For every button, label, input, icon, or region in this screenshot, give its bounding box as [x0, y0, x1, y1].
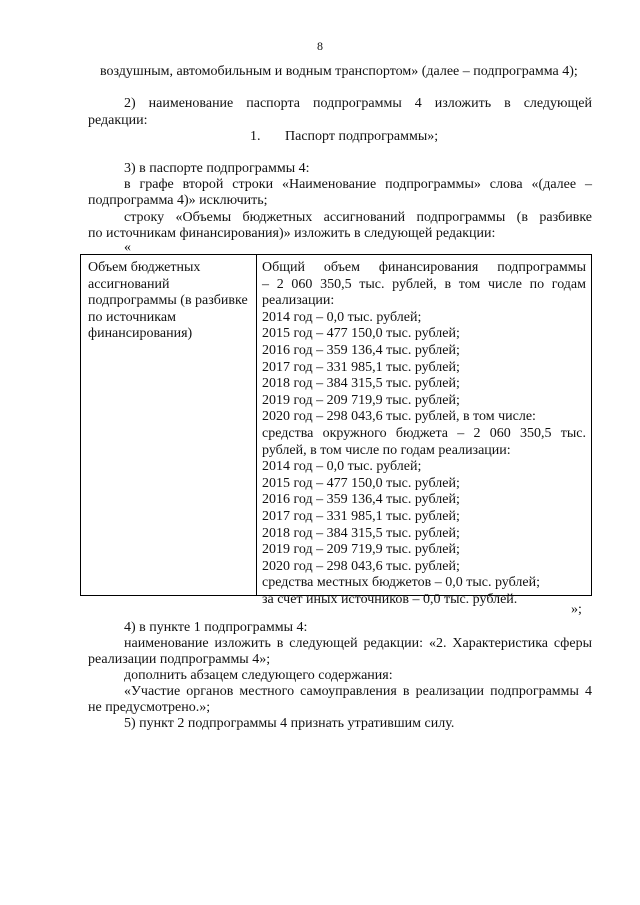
table-right-cell	[262, 260, 586, 608]
cell-line: – 2 060 350,5 тыс. рублей, в том числе по годам	[262, 276, 586, 292]
cell-line: реализации:	[262, 293, 335, 309]
cell-line: финансирования)	[88, 326, 193, 341]
cell-line: 2020 год – 298 043,6 тыс. рублей;	[262, 558, 460, 574]
cell-line: средства окружного бюджета – 2 060 350,5 тыс.	[262, 425, 586, 441]
cell-line: рублей, в том числе по годам реализации:	[262, 442, 511, 458]
cell-line: по источникам	[88, 309, 176, 325]
paragraph-line: дополнить абзацем следующего содержания:	[124, 668, 393, 683]
paragraph-line: подпрограмма 4)» исключить;	[88, 193, 268, 208]
cell-line: 2020 год – 298 043,6 тыс. рублей, в том числе:	[262, 409, 536, 425]
paragraph-line: в графе второй строки «Наименование подпрограммы» слова «(далее –	[124, 177, 592, 192]
cell-line: за счет иных источников – 0,0 тыс. рублей.	[262, 591, 518, 607]
cell-line: 2014 год – 0,0 тыс. рублей;	[262, 309, 422, 325]
page-number: 8	[317, 39, 323, 53]
cell-line: 2017 год – 331 985,1 тыс. рублей;	[262, 508, 460, 524]
cell-line: 2015 год – 477 150,0 тыс. рублей;	[262, 475, 460, 491]
cell-line: 2016 год – 359 136,4 тыс. рублей;	[262, 342, 460, 358]
paragraph-line: реализации подпрограммы 4»;	[88, 652, 271, 667]
cell-line: 2018 год – 384 315,5 тыс. рублей;	[262, 525, 460, 541]
paragraph-line: «Участие органов местного самоуправления в реализации подпрограммы 4	[124, 684, 592, 699]
passport-table	[80, 254, 592, 607]
cell-line: 2016 год – 359 136,4 тыс. рублей;	[262, 492, 460, 508]
cell-line: ассигнований	[88, 276, 170, 292]
paragraph-line: воздушным, автомобильным и водным транспортом» (далее – подпрограмма 4);	[100, 64, 578, 79]
paragraph-line: 5) пункт 2 подпрограммы 4 признать утратившим силу.	[124, 716, 455, 731]
list-number: 1.	[250, 129, 261, 144]
cell-line: Общий объем финансирования подпрограммы	[262, 260, 586, 275]
cell-line: 2018 год – 384 315,5 тыс. рублей;	[262, 376, 460, 392]
paragraph-line: 3) в паспорте подпрограммы 4:	[124, 161, 310, 176]
cell-line: 2014 год – 0,0 тыс. рублей;	[262, 459, 422, 475]
cell-line: 2019 год – 209 719,9 тыс. рублей;	[262, 392, 460, 408]
paragraph-line: наименование изложить в следующей редакции: «2. Характеристика сферы	[124, 636, 592, 651]
cell-line: средства местных бюджетов – 0,0 тыс. рублей;	[262, 575, 540, 591]
paragraph-line: по источникам финансирования)» изложить в следующей редакции:	[88, 226, 496, 241]
paragraph-line: 2) наименование паспорта подпрограммы 4 изложить в следующей	[124, 96, 592, 111]
cell-line: 2015 год – 477 150,0 тыс. рублей;	[262, 326, 460, 342]
cell-line: подпрограммы (в разбивке	[88, 293, 248, 308]
paragraph-line: Паспорт подпрограммы»;	[285, 129, 439, 144]
paragraph-line: 4) в пункте 1 подпрограммы 4:	[124, 620, 308, 635]
cell-line: Объем бюджетных	[88, 260, 201, 275]
close-quote: »;	[571, 602, 582, 617]
paragraph-line: не предусмотрено.»;	[88, 700, 211, 715]
paragraph-line: строку «Объемы бюджетных ассигнований подпрограммы (в разбивке	[124, 210, 592, 225]
open-quote: «	[124, 240, 131, 255]
cell-line: 2019 год – 209 719,9 тыс. рублей;	[262, 542, 460, 558]
cell-line: 2017 год – 331 985,1 тыс. рублей;	[262, 359, 460, 375]
table-left-cell	[88, 260, 253, 343]
column-divider	[256, 255, 257, 595]
paragraph-line: редакции:	[88, 113, 148, 128]
